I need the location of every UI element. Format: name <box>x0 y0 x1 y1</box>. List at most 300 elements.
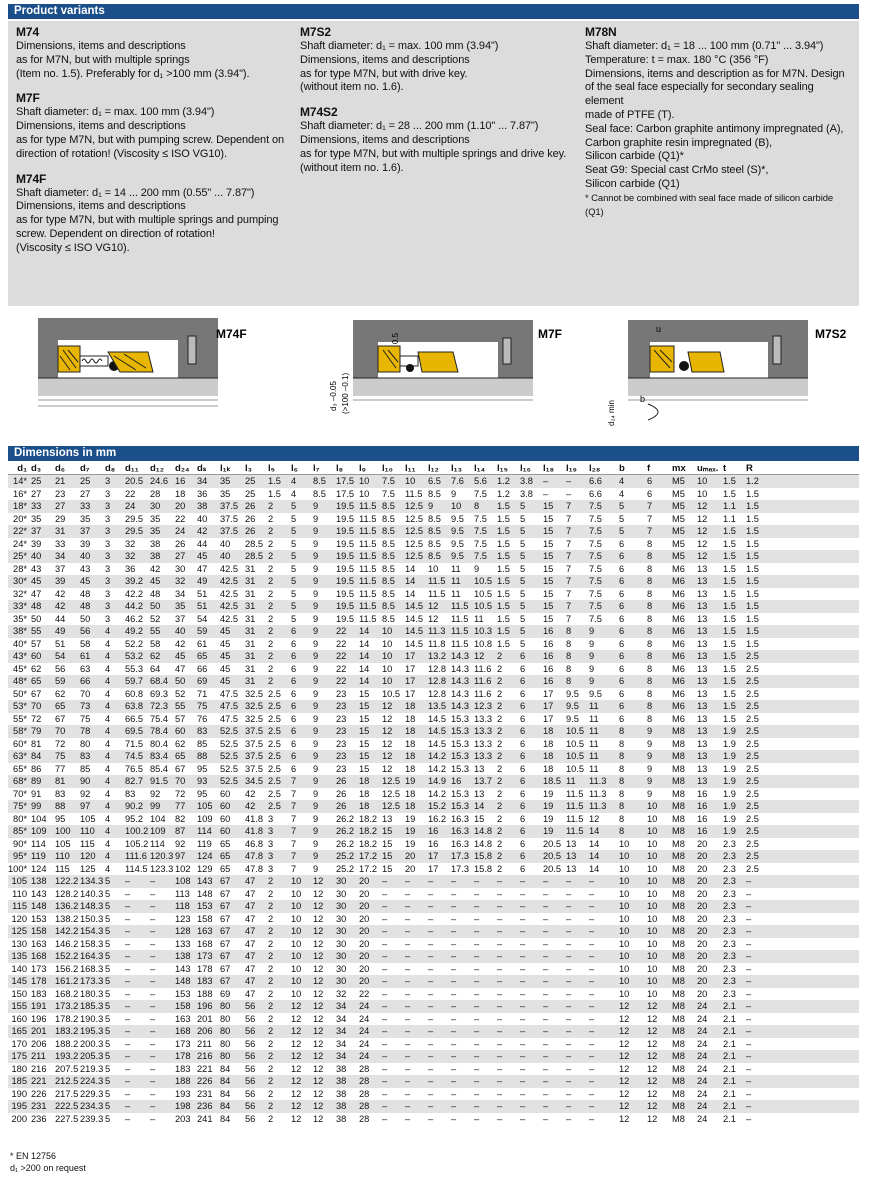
table-cell: 27 <box>31 488 42 499</box>
table-row <box>8 1013 859 1026</box>
table-cell: 14 <box>359 651 370 661</box>
table-cell: 13 <box>382 813 393 824</box>
table-cell: 8 <box>647 701 653 711</box>
table-cell: 15.3 <box>451 751 470 761</box>
table-cell: M8 <box>672 1076 685 1086</box>
table-cell: 11 <box>451 576 461 586</box>
table-cell: – <box>405 1101 411 1111</box>
table-cell: M8 <box>672 826 685 836</box>
table-cell: M8 <box>672 1038 685 1049</box>
table-header-cell: l₁ₖ <box>220 463 231 474</box>
table-cell: 224.3 <box>80 1076 104 1086</box>
table-cell: – <box>428 1076 434 1086</box>
table-cell: 13 <box>566 863 577 874</box>
table-cell: 5 <box>520 601 526 611</box>
table-cell: 14.3 <box>451 651 470 661</box>
table-cell: 6 <box>619 676 625 686</box>
table-cell: 9 <box>313 726 319 736</box>
seal-drawings <box>8 306 859 446</box>
table-cell: 50 <box>80 613 91 624</box>
table-cell: 191 <box>31 1001 47 1011</box>
table-cell: 25* <box>13 551 27 561</box>
table-cell: – <box>746 1076 752 1086</box>
table-row <box>8 513 859 526</box>
table-cell: 3 <box>268 863 274 874</box>
table-cell: 2 <box>268 988 274 999</box>
table-cell: 18 <box>405 788 416 799</box>
table-cell: 42 <box>245 788 256 799</box>
table-cell: 7 <box>566 551 572 561</box>
table-cell: 10.8 <box>474 638 493 649</box>
table-cell: – <box>474 1013 480 1024</box>
table-header-cell: d₁₁ <box>125 463 139 474</box>
table-cell: – <box>566 1063 572 1074</box>
table-cell: 32.5 <box>245 688 264 699</box>
table-cell: 14 <box>359 676 370 686</box>
footnote-line: * EN 12756 <box>10 1151 57 1161</box>
table-cell: 9.5 <box>451 538 464 549</box>
table-cell: 18 <box>405 701 416 711</box>
table-cell: 88 <box>55 801 66 811</box>
table-cell: 15 <box>359 726 370 736</box>
table-cell: 201 <box>31 1026 47 1036</box>
table-cell: 52.5 <box>220 738 239 749</box>
table-cell: 9 <box>313 863 319 874</box>
table-cell: M5 <box>672 526 685 536</box>
table-cell: 1.9 <box>723 763 736 774</box>
table-cell: 1.5 <box>723 563 736 574</box>
table-cell: 2.1 <box>723 1076 736 1086</box>
table-cell: 29 <box>55 513 66 524</box>
table-row <box>8 675 859 688</box>
table-cell: – <box>520 1038 526 1049</box>
table-cell: 7 <box>566 601 572 611</box>
table-cell: 7.5 <box>589 601 602 611</box>
table-cell: 11.3 <box>589 801 607 811</box>
table-cell: 12 <box>313 1063 324 1074</box>
table-cell: 33 <box>55 538 66 549</box>
table-cell: 10 <box>382 676 393 686</box>
table-cell: – <box>589 963 595 974</box>
table-cell: – <box>566 1013 572 1024</box>
table-cell: 32 <box>175 576 186 586</box>
table-cell: 75 <box>197 701 208 711</box>
table-cell: 2 <box>268 1101 274 1111</box>
table-cell: 4 <box>105 801 111 811</box>
table-cell: 2 <box>497 701 503 711</box>
table-cell: 24* <box>13 538 27 549</box>
table-cell: – <box>589 888 595 899</box>
table-header-cell: l₆ <box>291 463 298 474</box>
table-cell: 6 <box>520 701 526 711</box>
table-header-cell: l₁₄ <box>474 463 486 474</box>
table-cell: 105.2 <box>125 838 149 849</box>
table-row <box>8 938 859 951</box>
table-cell: 24 <box>697 1026 708 1036</box>
table-cell: 56 <box>245 1113 256 1124</box>
table-cell: – <box>543 963 549 974</box>
table-cell: 13 <box>697 763 708 774</box>
table-cell: 48 <box>80 601 91 611</box>
table-cell: – <box>746 1088 752 1099</box>
table-cell: 2 <box>497 838 503 849</box>
table-row <box>8 1038 859 1051</box>
table-cell: 86 <box>31 763 42 774</box>
table-cell: 65 <box>220 838 231 849</box>
variant-name: M74F <box>16 171 47 186</box>
table-cell: 34 <box>55 551 66 561</box>
table-cell: 195.3 <box>80 1026 104 1036</box>
table-cell: 12.8 <box>428 676 447 686</box>
table-cell: 4 <box>105 788 111 799</box>
table-cell: 8 <box>647 588 653 599</box>
table-cell: – <box>405 876 411 886</box>
table-cell: M8 <box>672 1001 685 1011</box>
table-cell: 2.5 <box>746 701 759 711</box>
table-cell: 9 <box>313 551 319 561</box>
table-cell: – <box>405 938 411 949</box>
table-cell: – <box>566 1051 572 1061</box>
table-cell: 30 <box>336 913 347 924</box>
table-cell: 36 <box>197 488 208 499</box>
table-cell: – <box>566 488 572 499</box>
table-cell: 6 <box>520 776 526 786</box>
table-cell: 143 <box>197 876 213 886</box>
table-cell: 2 <box>497 676 503 686</box>
table-cell: 1.5 <box>746 488 759 499</box>
table-cell: 83 <box>125 788 136 799</box>
table-cell: 40 <box>31 551 42 561</box>
table-cell: – <box>566 938 572 949</box>
table-cell: 150 <box>11 988 27 999</box>
table-cell: 26 <box>175 538 186 549</box>
table-cell: 24 <box>359 1001 370 1011</box>
table-cell: 7 <box>566 501 572 511</box>
table-cell: 6 <box>619 551 625 561</box>
variant-description-line: direction of rotation! (Viscosity ≤ ISO VG10). <box>16 147 227 160</box>
table-cell: 12 <box>313 988 324 999</box>
table-cell: – <box>125 951 131 961</box>
table-cell: 64 <box>150 663 161 674</box>
table-cell: 9 <box>313 738 319 749</box>
table-cell: – <box>543 876 549 886</box>
table-cell: 2 <box>497 826 503 836</box>
table-cell: 8 <box>474 501 480 511</box>
table-cell: 173 <box>31 963 47 974</box>
table-cell: 11 <box>474 613 484 624</box>
table-cell: 14.9 <box>428 776 447 786</box>
table-cell: 12 <box>382 726 393 736</box>
table-cell: 13 <box>697 588 708 599</box>
table-cell: 53* <box>13 701 27 711</box>
table-cell: 12 <box>313 1051 324 1061</box>
table-cell: – <box>428 1051 434 1061</box>
table-cell: 100.2 <box>125 826 149 836</box>
table-row <box>8 725 859 738</box>
table-cell: 1.5 <box>723 538 736 549</box>
table-cell: 39 <box>80 538 91 549</box>
table-cell: 63 <box>80 663 91 674</box>
table-cell: 148 <box>197 888 213 899</box>
table-cell: 8 <box>619 751 625 761</box>
table-cell: 8.5 <box>382 563 395 574</box>
table-cell: 140.3 <box>80 888 104 899</box>
table-cell: 158.3 <box>80 938 104 949</box>
table-cell: 12 <box>313 1076 324 1086</box>
table-cell: – <box>405 1063 411 1074</box>
table-cell: 17.3 <box>451 863 470 874</box>
table-cell: 138 <box>31 876 47 886</box>
table-row <box>8 1088 859 1101</box>
table-cell: – <box>125 1088 131 1099</box>
table-cell: – <box>497 1013 503 1024</box>
variant-description-line: Dimensions, items and description as for M7N. Design <box>585 67 845 80</box>
table-cell: M8 <box>672 888 685 899</box>
table-cell: 49 <box>197 576 208 586</box>
table-cell: 9 <box>313 526 319 536</box>
table-cell: 1.5 <box>723 576 736 586</box>
table-cell: 10 <box>382 638 393 649</box>
table-cell: 10 <box>619 888 630 899</box>
table-cell: 2 <box>497 713 503 724</box>
table-cell: 9 <box>428 501 434 511</box>
variant-description-line: of the seal face especially for secondary sealing element <box>585 81 814 108</box>
table-cell: 2.5 <box>746 738 759 749</box>
table-cell: 119 <box>31 851 46 861</box>
table-cell: 12 <box>313 876 324 886</box>
table-cell: 10 <box>619 988 630 999</box>
table-cell: 10 <box>291 963 302 974</box>
table-cell: 15 <box>543 551 554 561</box>
table-cell: 8.5 <box>382 513 395 524</box>
table-cell: – <box>451 1063 457 1074</box>
table-cell: 10 <box>647 863 658 874</box>
table-cell: 17 <box>405 663 416 674</box>
table-cell: 14 <box>474 801 485 811</box>
table-cell: 39.2 <box>125 576 144 586</box>
table-cell: 1.5 <box>723 663 736 674</box>
table-cell: 2.5 <box>268 763 281 774</box>
variant-description-line: Seat G9: Special cast CrMo steel (S)*, <box>585 164 769 177</box>
table-row <box>8 588 859 601</box>
table-cell: 60 <box>220 801 231 811</box>
table-cell: 19 <box>405 838 416 849</box>
table-cell: 9 <box>313 513 319 524</box>
table-cell: 59.7 <box>125 676 144 686</box>
table-cell: – <box>566 1113 572 1124</box>
table-cell: 12 <box>313 1026 324 1036</box>
table-cell: 12 <box>291 1001 302 1011</box>
table-cell: 89 <box>31 776 42 786</box>
table-cell: – <box>428 963 434 974</box>
table-cell: 173 <box>197 951 213 961</box>
table-cell: 113 <box>175 888 190 899</box>
table-cell: 19.5 <box>336 613 355 624</box>
table-cell: – <box>746 938 752 949</box>
table-cell: 17 <box>405 688 416 699</box>
table-cell: 11.5 <box>359 588 377 599</box>
table-cell: 9 <box>647 751 653 761</box>
variant-description-line: Dimensions, items and descriptions <box>16 40 186 52</box>
table-cell: 9 <box>313 688 319 699</box>
table-cell: – <box>474 1038 480 1049</box>
table-cell: – <box>382 1113 388 1124</box>
table-cell: 15 <box>359 688 370 699</box>
table-cell: 32* <box>13 588 27 599</box>
table-cell: 216 <box>197 1051 213 1061</box>
table-cell: 124 <box>197 851 213 861</box>
table-cell: 80 <box>80 738 91 749</box>
table-cell: – <box>382 1088 388 1099</box>
table-cell: 42.2 <box>125 588 144 599</box>
table-cell: 30 <box>336 901 347 911</box>
table-cell: 6 <box>619 713 625 724</box>
table-cell: – <box>497 1051 503 1061</box>
table-cell: – <box>474 1088 480 1099</box>
table-cell: 15 <box>474 813 485 824</box>
table-cell: 60* <box>13 738 27 749</box>
table-row <box>8 988 859 1001</box>
table-cell: 2.3 <box>723 876 736 886</box>
table-cell: 18 <box>405 763 416 774</box>
table-cell: 37 <box>80 526 91 536</box>
table-cell: 67 <box>31 688 42 699</box>
table-cell: – <box>125 1063 131 1074</box>
table-cell: 56 <box>245 1076 256 1086</box>
variant-description-line: Shaft diameter: d₁ = 14 ... 200 mm (0.55" ... 7.87") <box>16 186 255 199</box>
table-cell: – <box>451 1113 457 1124</box>
table-cell: 60 <box>220 788 231 799</box>
variant-description-line: Dimensions, items and descriptions <box>300 133 470 146</box>
table-cell: 13 <box>697 701 708 711</box>
table-cell: 23 <box>336 751 347 761</box>
table-cell: 3 <box>105 513 111 524</box>
table-cell: 3 <box>268 813 274 824</box>
table-cell: 13.3 <box>474 713 493 724</box>
table-cell: 83.4 <box>150 751 169 761</box>
table-cell: 34 <box>336 1038 347 1049</box>
table-row <box>8 975 859 988</box>
table-cell: 6 <box>520 726 526 736</box>
table-cell: 188.2 <box>55 1038 79 1049</box>
table-cell: 38 <box>150 538 161 549</box>
table-cell: 42.5 <box>220 563 239 574</box>
table-cell: 20 <box>359 901 370 911</box>
table-cell: 2 <box>497 788 503 799</box>
table-cell: 2.3 <box>723 951 736 961</box>
table-cell: 14 <box>405 563 416 574</box>
table-cell: 10 <box>291 901 302 911</box>
table-cell: – <box>428 876 434 886</box>
table-cell: 74.5 <box>125 751 144 761</box>
table-cell: 1.5 <box>746 526 759 536</box>
table-cell: 2 <box>268 538 274 549</box>
table-cell: 10 <box>291 926 302 936</box>
table-cell: 206 <box>197 1026 213 1036</box>
table-cell: 10.5 <box>382 688 401 699</box>
variant-description-line: (Viscosity ≤ ISO VG10). <box>16 241 130 254</box>
table-cell: 1.5 <box>746 563 759 574</box>
table-cell: 2 <box>268 901 274 911</box>
table-cell: 9 <box>589 638 595 649</box>
table-cell: M8 <box>672 1063 685 1074</box>
table-cell: 60 <box>175 726 186 736</box>
table-cell: 236 <box>197 1101 213 1111</box>
table-cell: 16 <box>697 801 708 811</box>
table-cell: – <box>125 901 131 911</box>
table-cell: 15.8 <box>474 863 493 874</box>
table-cell: 1.5 <box>746 538 759 549</box>
table-cell: 102 <box>175 863 191 874</box>
table-cell: 58 <box>150 638 161 649</box>
table-cell: 9 <box>313 838 319 849</box>
table-cell: 15 <box>543 538 554 549</box>
table-cell: 95 <box>197 763 208 774</box>
table-cell: 67 <box>220 938 231 949</box>
table-cell: 34 <box>336 1051 347 1061</box>
table-cell: – <box>520 1113 526 1124</box>
table-cell: – <box>150 876 156 886</box>
variant-description-line: Shaft diameter: d₁ = max. 100 mm (3.94") <box>300 40 499 52</box>
table-cell: 14 <box>589 863 600 874</box>
table-cell: 6 <box>291 688 297 699</box>
table-cell: 8 <box>566 663 572 674</box>
table-cell: 8.5 <box>382 601 395 611</box>
table-cell: – <box>589 1038 595 1049</box>
table-cell: 12.5 <box>405 501 424 511</box>
table-cell: 9 <box>589 626 595 636</box>
table-cell: M8 <box>672 813 685 824</box>
table-cell: 31 <box>245 638 256 649</box>
table-cell: 198 <box>175 1101 191 1111</box>
table-cell: – <box>746 926 752 936</box>
variant-name: M74S2 <box>300 105 338 120</box>
table-cell: 2.5 <box>268 788 281 799</box>
table-cell: 4 <box>105 863 111 874</box>
table-cell: 66 <box>197 663 208 674</box>
table-cell: – <box>746 1101 752 1111</box>
table-cell: 11.3 <box>589 788 607 799</box>
table-cell: 12 <box>619 1051 630 1061</box>
table-cell: 2 <box>497 751 503 761</box>
table-cell: 193 <box>175 1088 191 1099</box>
variant-description-line: (without item no. 1.6). <box>300 161 404 174</box>
table-row <box>8 1113 859 1126</box>
table-cell: 5 <box>520 576 526 586</box>
table-cell: 8.5 <box>313 476 326 486</box>
table-cell: – <box>520 1063 526 1074</box>
table-cell: 76.5 <box>125 763 144 774</box>
table-cell: 9 <box>313 813 319 824</box>
table-cell: 10 <box>697 476 708 486</box>
table-cell: 9.5 <box>566 713 579 724</box>
table-cell: 163 <box>31 938 47 949</box>
table-cell: – <box>746 901 752 911</box>
table-cell: 12 <box>291 1013 302 1024</box>
table-cell: 173.2 <box>55 1001 79 1011</box>
table-cell: 17 <box>543 688 554 699</box>
table-cell: 11.5 <box>359 601 377 611</box>
variant-description-line: Silicon carbide (Q1)* <box>585 150 684 163</box>
table-cell: 2 <box>268 1088 274 1099</box>
table-cell: 32 <box>336 988 347 999</box>
table-cell: 136.2 <box>55 901 79 911</box>
table-cell: 11.5 <box>359 501 377 511</box>
table-cell: 25.2 <box>336 851 355 861</box>
drawings-area <box>8 306 859 446</box>
table-cell: 67 <box>55 713 66 724</box>
table-cell: 2.1 <box>723 1026 736 1036</box>
